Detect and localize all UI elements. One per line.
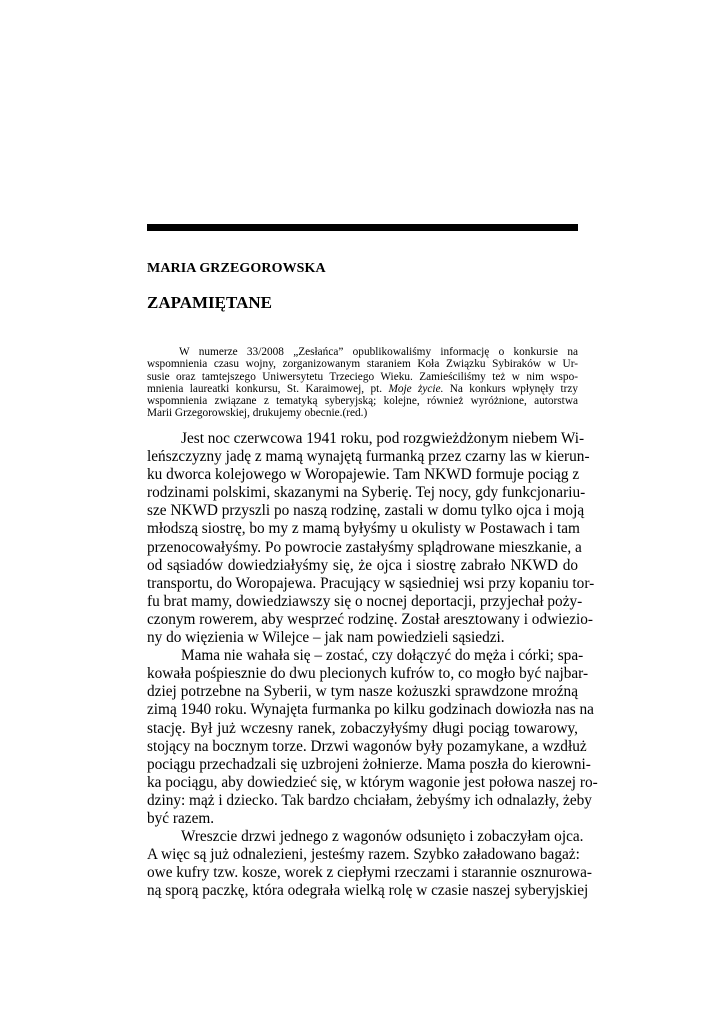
intro-line: wspomnienia związane z tematyką syberyjską; kolejne, również wyróżnione, autorstwa <box>147 395 578 408</box>
body-line: Mama nie wahała się – zostać, czy dołączyć do męża i córki; spa- <box>181 647 584 665</box>
body-line: rodzinami polskimi, skazanymi na Syberię. Tej nocy, gdy funkcjonariu- <box>147 484 586 502</box>
body-line: stojący na bocznym torze. Drzwi wagonów były pozamykane, a wzdłuż <box>147 737 587 755</box>
intro-italic-title: Moje życie. <box>388 382 444 395</box>
article-body <box>147 430 598 900</box>
body-line: czonym rowerem, aby wesprzeć rodzinę. Został aresztowany i odwiezio- <box>147 610 593 628</box>
body-line: leńszczyzny jadę z mamą wynajętą furmanką przez czarny las w kierun- <box>147 448 590 466</box>
body-line: Jest noc czerwcowa 1941 roku, pod rozgwieżdżonym niebem Wi- <box>181 430 585 447</box>
body-line: przenocowałyśmy. Po powrocie zastałyśmy splądrowane mieszkanie, a <box>147 538 582 556</box>
intro-line: Marii Grzegorowskiej, drukujemy obecnie.(red.) <box>147 407 368 420</box>
intro-line: susie oraz tamtejszego Uniwersytetu Trzeciego Wieku. Zamieściliśmy też w nim wspo- <box>147 370 578 383</box>
body-line: pociągu przechadzali się uzbrojeni żołnierze. Mama poszła do kierowni- <box>147 755 591 773</box>
header-rule <box>147 224 578 231</box>
body-line: zimą 1940 roku. Wynajęta furmanka po kilku godzinach dowiozła nas na <box>147 701 594 719</box>
body-line: A więc są już odnalezieni, jesteśmy razem. Szybko załadowano bagaż: <box>147 846 580 864</box>
body-line: dziny: mąż i dziecko. Tak bardzo chciałam, żebyśmy ich odnalazły, żeby <box>147 791 592 809</box>
body-line: młodszą siostrę, bo my z mamą byłyśmy u okulisty w Postawach i tam <box>147 520 580 538</box>
intro-text-segment: mnienia laureatki konkursu, St. Karaimowej, pt. <box>147 382 383 395</box>
body-line: dziej potrzebne na Syberii, w tym nasze kożuszki sprawdzone mroźną <box>147 683 578 701</box>
body-line: ku dworca kolejowego w Woropajewie. Tam NKWD formuje pociąg z <box>147 466 580 484</box>
body-line: fu brat mamy, dowiedziawszy się o nocnej deportacji, przyjechał poży- <box>147 592 583 610</box>
intro-line: wspomnienia czasu wojny, zorganizowanym staraniem Koła Związku Sybiraków w Ur- <box>147 358 578 371</box>
article-title: ZAPAMIĘTANE <box>147 293 272 312</box>
intro-text-segment: Na konkurs wpłynęły trzy <box>449 382 579 395</box>
body-line: stację. Był już wczesny ranek, zobaczyłyśmy długi pociąg towarowy, <box>147 719 578 737</box>
intro-line <box>147 383 578 395</box>
body-line: być razem. <box>147 809 215 827</box>
editorial-intro <box>147 346 578 420</box>
body-line: od sąsiadów dowiedziałyśmy się, że ojca i siostrę zabrało NKWD do <box>147 556 578 574</box>
author-name: MARIA GRZEGOROWSKA <box>147 261 326 276</box>
intro-line: W numerze 33/2008 „Zesłańca” opublikowaliśmy informację o konkursie na <box>179 346 578 358</box>
body-line: ny do więzienia w Wilejce – jak nam powiedzieli sąsiedzi. <box>147 629 505 647</box>
body-line: sze NKWD przyszli po naszą rodzinę, zastali w domu tylko ojca i moją <box>147 502 585 520</box>
body-line: ka pociągu, aby dowiedzieć się, w którym wagonie jest połowa naszej ro- <box>147 773 598 791</box>
body-line: transportu, do Woropajewa. Pracujący w sąsiedniej wsi przy kopaniu tor- <box>147 574 595 592</box>
body-line: kowała pośpiesznie do dwu plecionych kufrów to, co mogło być najbar- <box>147 665 589 683</box>
body-line: Wreszcie drzwi jednego z wagonów odsunięto i zobaczyłam ojca. <box>181 828 584 846</box>
body-line: ną sporą paczkę, która odegrała wielką rolę w czasie naszej syberyjskiej <box>147 882 589 900</box>
body-line: owe kufry tzw. kosze, worek z ciepłymi rzeczami i starannie osznurowa- <box>147 864 592 882</box>
